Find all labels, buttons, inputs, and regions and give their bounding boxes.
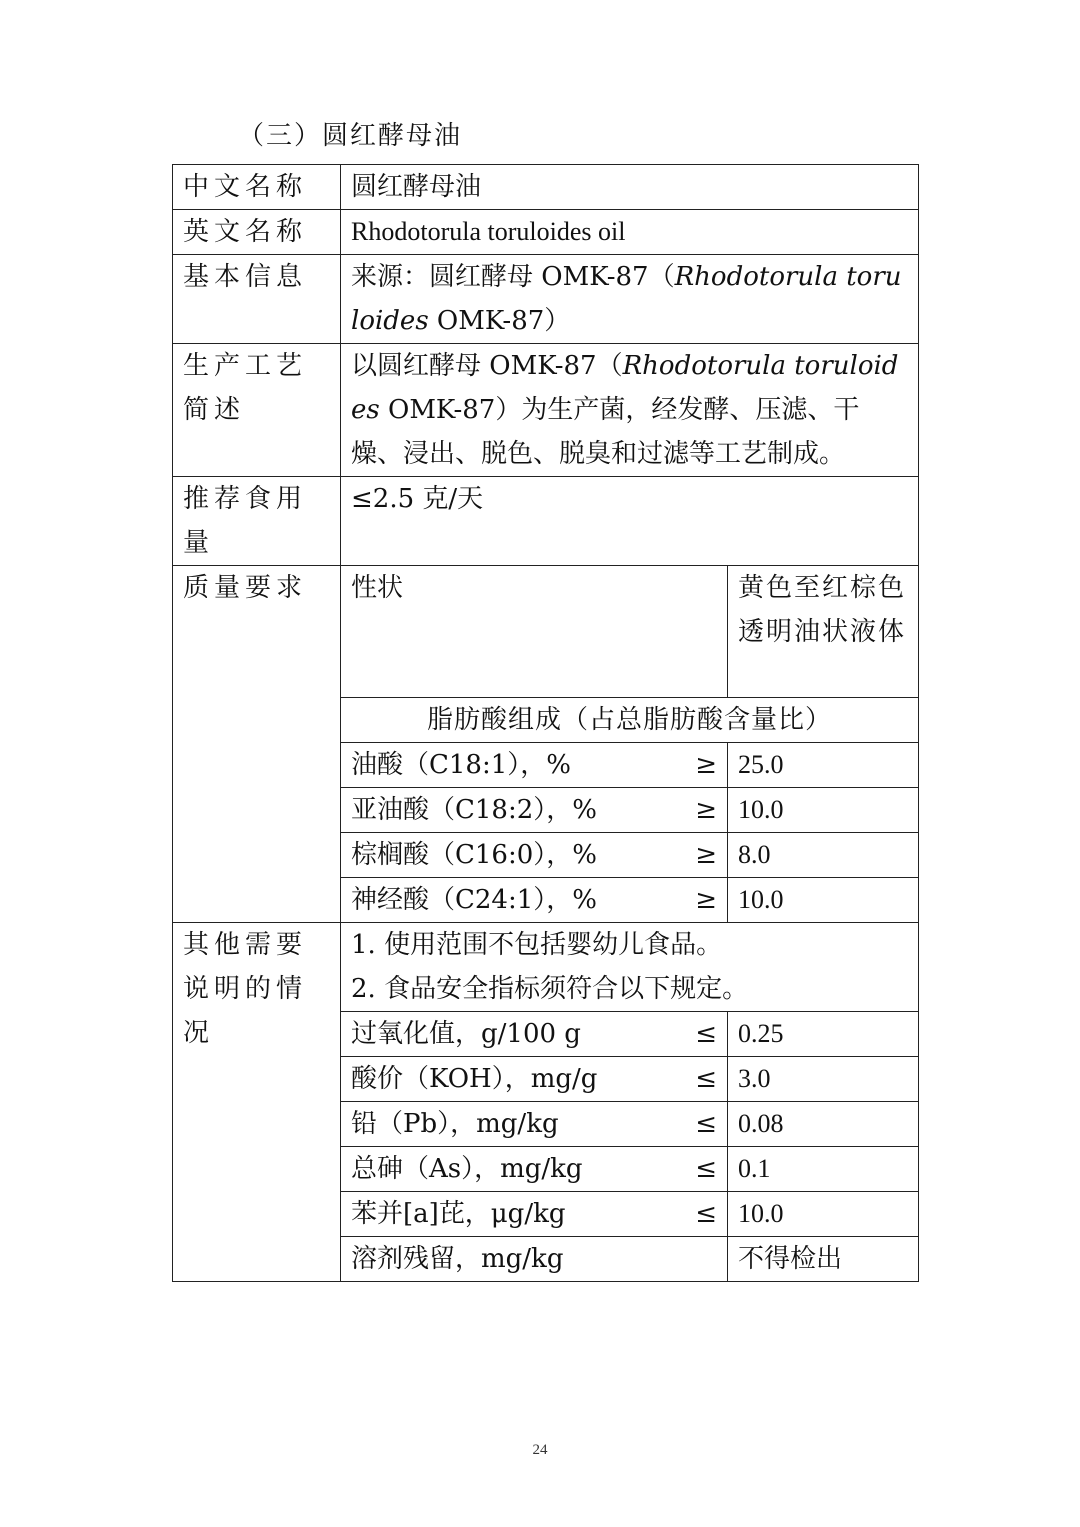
fatty-acid-name: 油酸（C18:1），%: [341, 743, 663, 788]
safety-value: 0.25: [728, 1012, 919, 1057]
basic-info-source: 来源：圆红酵母 OMK-87（: [351, 262, 675, 292]
label-en-name: 英文名称: [173, 210, 341, 255]
fatty-acid-name: 神经酸（C24:1），%: [341, 878, 663, 923]
process-text-end: OMK-87）为生产菌，经发酵、压滤、干燥、浸出、脱色、脱臭和过滤等工艺制成。: [351, 395, 860, 469]
value-en-name: Rhodotorula toruloides oil: [341, 210, 919, 255]
fatty-acid-operator: ≥: [663, 788, 728, 833]
other-notes: [341, 923, 919, 1012]
safety-value: 0.1: [728, 1147, 919, 1192]
section-title: （三）圆红酵母油: [238, 121, 463, 151]
fatty-acid-name: 棕榈酸（C16:0），%: [341, 833, 663, 878]
value-dosage: ≤2.5 克/天: [341, 477, 919, 566]
safety-value: 10.0: [728, 1192, 919, 1237]
value-process: [341, 344, 919, 477]
note-item: 2. 食品安全指标须符合以下规定。: [351, 974, 749, 1004]
safety-name: 总砷（As），mg/kg: [341, 1147, 663, 1192]
safety-value: 0.08: [728, 1102, 919, 1147]
value-basic-info: [341, 255, 919, 344]
label-dosage: 推荐食用量: [173, 477, 341, 566]
safety-value: 3.0: [728, 1057, 919, 1102]
fatty-acid-value: 8.0: [728, 833, 919, 878]
basic-info-latin-name: Rhodotorula toruloides: [351, 262, 902, 336]
specification-table: [172, 164, 919, 1282]
label-cn-name: 中文名称: [173, 165, 341, 210]
fatty-acid-value: 10.0: [728, 788, 919, 833]
label-quality: 质量要求: [173, 566, 341, 923]
fatty-acid-header: 脂肪酸组成（占总脂肪酸含量比）: [341, 698, 919, 743]
value-cn-name: 圆红酵母油: [341, 165, 919, 210]
safety-operator: ≤: [663, 1192, 728, 1237]
safety-operator: ≤: [663, 1147, 728, 1192]
fatty-acid-operator: ≥: [663, 878, 728, 923]
label-basic-info: 基本信息: [173, 255, 341, 344]
safety-operator: ≤: [663, 1057, 728, 1102]
process-text-start: 以圆红酵母 OMK-87（: [351, 351, 623, 381]
fatty-acid-value: 25.0: [728, 743, 919, 788]
fatty-acid-name: 亚油酸（C18:2），%: [341, 788, 663, 833]
row-other-notes: [173, 923, 919, 1012]
row-en-name: [173, 210, 919, 255]
row-dosage: [173, 477, 919, 566]
row-process: [173, 344, 919, 477]
safety-name: 过氧化值，g/100 g: [341, 1012, 663, 1057]
note-item: 1. 使用范围不包括婴幼儿食品。: [351, 930, 723, 960]
basic-info-strain: OMK-87）: [428, 306, 571, 336]
process-latin-name: Rhodotorula toruloides: [351, 351, 899, 425]
safety-operator: ≤: [663, 1012, 728, 1057]
row-basic-info: [173, 255, 919, 344]
label-other: 其他需要说明的情况: [173, 923, 341, 1282]
appearance-value: 黄色至红棕色透明油状液体: [728, 566, 919, 698]
row-cn-name: [173, 165, 919, 210]
fatty-acid-value: 10.0: [728, 878, 919, 923]
appearance-label: 性状: [341, 566, 728, 698]
fatty-acid-operator: ≥: [663, 743, 728, 788]
safety-name: 溶剂残留，mg/kg: [341, 1237, 663, 1282]
safety-name: 酸价（KOH），mg/g: [341, 1057, 663, 1102]
fatty-acid-operator: ≥: [663, 833, 728, 878]
safety-name: 苯并[a]芘，μg/kg: [341, 1192, 663, 1237]
row-appearance: [173, 566, 919, 698]
safety-value: 不得检出: [728, 1237, 919, 1282]
label-process: 生产工艺简述: [173, 344, 341, 477]
page-number: 24: [532, 1442, 548, 1458]
safety-name: 铅（Pb），mg/kg: [341, 1102, 663, 1147]
safety-operator: [663, 1237, 728, 1282]
safety-operator: ≤: [663, 1102, 728, 1147]
